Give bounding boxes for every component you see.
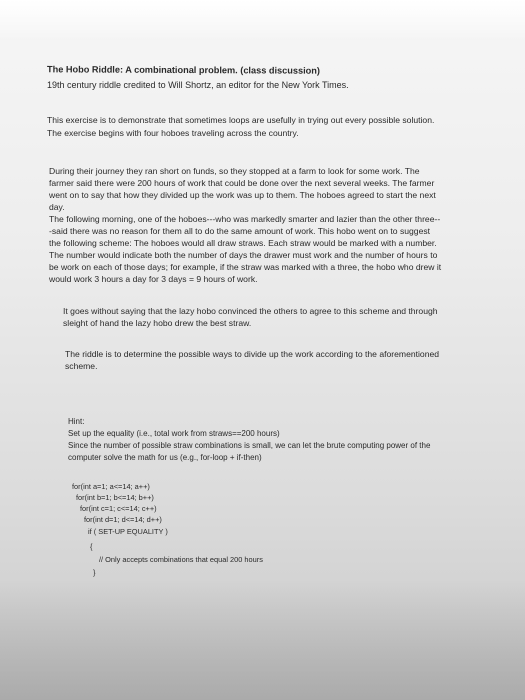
code-line: // Only accepts combinations that equal 200 hours (99, 555, 263, 564)
code-line: if ( SET-UP EQUALITY ) (88, 527, 168, 536)
hint-line: Set up the equality (i.e., total work from straws==200 hours) (68, 429, 280, 438)
document-title: The Hobo Riddle: A combinational problem. (class discussion) (46, 64, 320, 76)
intro-line: This exercise is to demonstrate that sometimes loops are usefully in trying out every possible solution. (47, 115, 435, 125)
hint-line: Since the number of possible straw combinations is small, we can let the brute computing power of the (68, 441, 431, 450)
riddle-line: The riddle is to determine the possible ways to divide up the work according to the aforementioned (65, 349, 440, 359)
intro-line: The exercise begins with four hoboes traveling across the country. (47, 128, 299, 138)
page-shadow (0, 580, 525, 700)
story-line: day. (49, 202, 65, 212)
riddle-line: scheme. (65, 361, 98, 371)
story-line: -said there was no reason for them all to do the same amount of work. This hobo went on to suggest (49, 226, 431, 236)
code-line: for(int c=1; c<=14; c++) (80, 504, 157, 513)
story-line: went on to say that how they divided up the work was up to them. The hoboes agreed to start the next (49, 190, 436, 200)
document-subtitle: 19th century riddle credited to Will Shortz, an editor for the New York Times. (47, 80, 349, 90)
hint-line: computer solve the math for us (e.g., for-loop + if-then) (68, 453, 262, 462)
hint-label: Hint: (68, 417, 85, 426)
story-line: The number would indicate both the number of days the drawer must work and the number of hours to (49, 250, 438, 260)
code-line: { (90, 542, 93, 551)
page-highlight (0, 0, 525, 40)
code-line: } (93, 568, 96, 577)
code-line: for(int a=1; a<=14; a++) (72, 482, 150, 491)
code-line: for(int d=1; d<=14; d++) (84, 515, 162, 524)
code-line: for(int b=1; b<=14; b++) (76, 493, 154, 502)
story-line: During their journey they ran short on funds, so they stopped at a farm to look for some work. The (49, 166, 420, 176)
lazy-line: It goes without saying that the lazy hobo convinced the others to agree to this scheme and through (63, 306, 438, 316)
story-line: would work 3 hours a day for 3 days = 9 hours of work. (49, 274, 258, 284)
story-line: be work on each of those days; for example, if the straw was marked with a three, the hobo who drew it (49, 262, 442, 272)
story-line: The following morning, one of the hoboes---who was markedly smarter and lazier than the other three-- (49, 214, 441, 224)
lazy-line: sleight of hand the lazy hobo drew the best straw. (63, 318, 252, 328)
story-line: farmer said there were 200 hours of work that could be done over the next several weeks. The farmer (49, 178, 435, 188)
story-line: the following scheme: The hoboes would all draw straws. Each straw would be marked with a number. (49, 238, 437, 248)
